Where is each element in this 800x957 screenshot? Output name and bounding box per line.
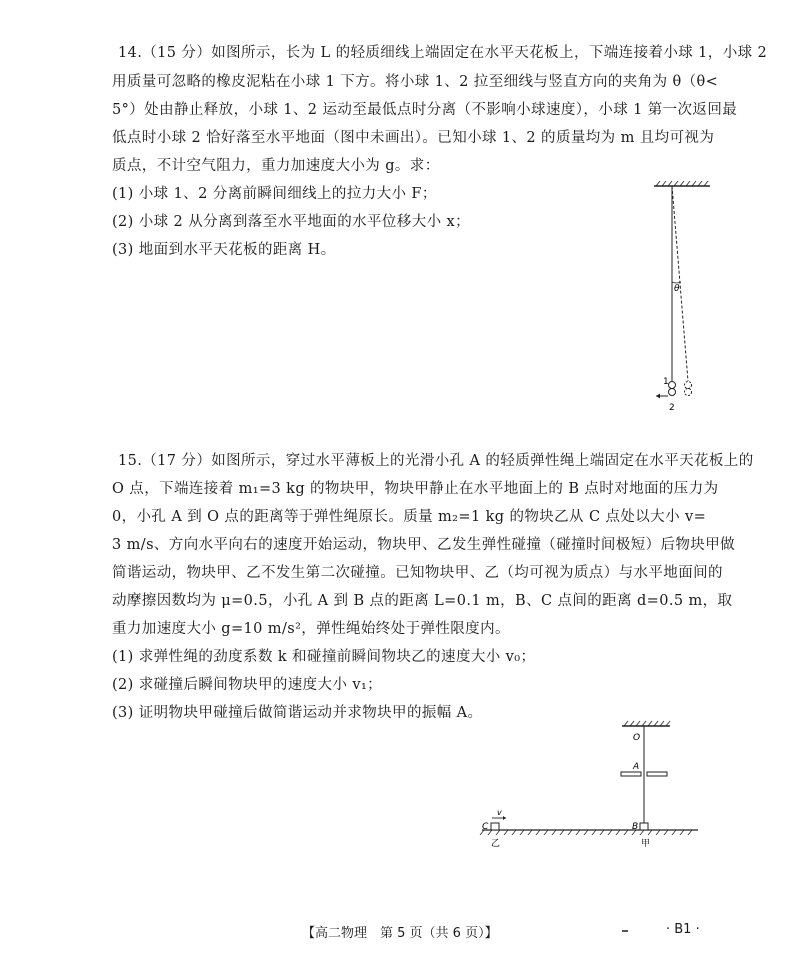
label-v: v: [497, 808, 502, 817]
block-yi: [491, 823, 499, 830]
label-theta: θ: [674, 284, 680, 294]
velocity-arrowhead: [656, 394, 660, 399]
page-code: · B1 ·: [666, 922, 700, 937]
q14-sub-1: (1) 小球 1、2 分离前瞬间细线上的拉力大小 F；: [112, 186, 437, 202]
block-jia: [640, 823, 648, 830]
angle-arc: [672, 282, 681, 283]
velocity-arrowhead: [503, 816, 506, 820]
q15-line-3: 0，小孔 A 到 O 点的距离等于弹性绳原长。质量 m₂=1 kg 的物块乙从 C 点处以大小 v=: [112, 509, 707, 525]
q15-line-2: O 点，下端连接着 m₁=3 kg 的物块甲，物块甲静止在水平地面上的 B 点时对地面的压力为: [112, 481, 719, 497]
label-yi: 乙: [491, 839, 501, 849]
ball-2-displaced: [685, 389, 692, 396]
ground-hatch: [480, 830, 692, 835]
plate-left: [621, 772, 641, 776]
ball-1: [669, 382, 676, 389]
label-ball-2: 2: [669, 403, 675, 413]
label-A: A: [633, 762, 640, 772]
label-O: O: [633, 733, 641, 743]
q15-sub-2: (2) 求碰撞后瞬间物块甲的速度大小 v₁；: [112, 677, 383, 693]
q15-line-4: 3 m/s、方向水平向右的速度开始运动，物块甲、乙发生弹性碰撞（碰撞时间极短）后物块甲做: [112, 537, 736, 553]
label-C: C: [482, 822, 489, 832]
q15-line-7: 重力加速度大小 g=10 m/s²，弹性绳始终处于弹性限度内。: [112, 621, 510, 637]
q15-line-5: 简谐运动，物块甲、乙不发生第二次碰撞。已知物块甲、乙（均可视为质点）与水平地面间的: [112, 565, 723, 581]
q14-sub-2: (2) 小球 2 从分离到落至水平地面的水平位移大小 x；: [112, 214, 470, 230]
plate-right: [647, 772, 667, 776]
label-ball-1: 1: [663, 377, 669, 387]
pendulum-figure: [640, 178, 720, 418]
q14-line-3: 5°）处由静止释放，小球 1、2 运动至最低点时分离（不影响小球速度），小球 1 第一次返回最: [112, 102, 738, 118]
q14-line-4: 低点时小球 2 恰好落至水平地面（图中未画出）。已知小球 1、2 的质量均为 m 且均可视为: [112, 130, 715, 146]
q14-sub-3: (3) 地面到水平天花板的距离 H。: [112, 242, 336, 258]
q15-sub-3: (3) 证明物块甲碰撞后做简谐运动并求物块甲的振幅 A。: [112, 705, 483, 721]
label-jia: 甲: [641, 839, 651, 849]
q15-sub-1: (1) 求弹性绳的劲度系数 k 和碰撞前瞬间物块乙的速度大小 v₀；: [112, 649, 536, 665]
label-B: B: [632, 822, 639, 832]
footer-mark: [622, 930, 628, 932]
ball-1-displaced: [685, 382, 692, 389]
q15-line-6: 动摩擦因数均为 μ=0.5，小孔 A 到 B 点的距离 L=0.1 m，B、C 点间的距离 d=0.5 m，取: [112, 593, 733, 609]
q14-line-1: 14.（15 分）如图所示，长为 L 的轻质细线上端固定在水平天花板上，下端连接着小球 1，小球 2: [118, 45, 768, 61]
ball-2: [669, 389, 676, 396]
q14-line-2: 用质量可忽略的橡皮泥粘在小球 1 下方。将小球 1、2 拉至细线与竖直方向的夹角为 θ（θ<: [112, 74, 719, 90]
q14-line-5: 质点，不计空气阻力，重力加速度大小为 g。求：: [112, 158, 440, 174]
spring-block-figure: [474, 714, 704, 854]
q15-line-1: 15.（17 分）如图所示，穿过水平薄板上的光滑小孔 A 的轻质弹性绳上端固定在水平天花板上的: [118, 453, 754, 469]
page-footer: 【高二物理 第 5 页（共 6 页）】: [302, 926, 498, 941]
